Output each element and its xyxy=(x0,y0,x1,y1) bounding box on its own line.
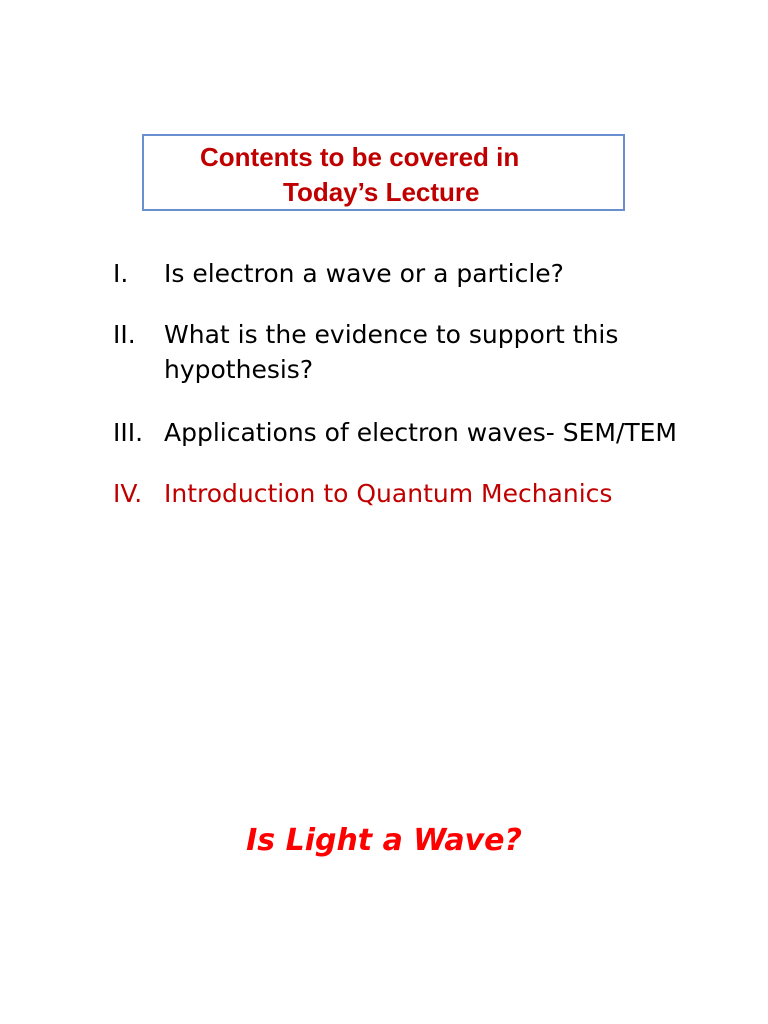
list-item-numeral: I. xyxy=(113,259,129,288)
title-line-1: Contents to be covered in xyxy=(200,142,520,172)
list-item-text: Applications of electron waves- SEM/TEM xyxy=(164,418,678,447)
list-item-numeral: II. xyxy=(113,320,136,349)
title-line-2: Today’s Lecture xyxy=(283,177,480,207)
list-item-text: Is electron a wave or a particle? xyxy=(164,259,564,288)
list-item-text: Introduction to Quantum Mechanics xyxy=(164,479,613,508)
question-heading: Is Light a Wave? xyxy=(246,823,522,858)
list-item-text: What is the evidence to support this hypothesis? xyxy=(164,320,619,384)
list-item-numeral: IV. xyxy=(113,479,143,508)
list-item-numeral: III. xyxy=(113,418,144,447)
